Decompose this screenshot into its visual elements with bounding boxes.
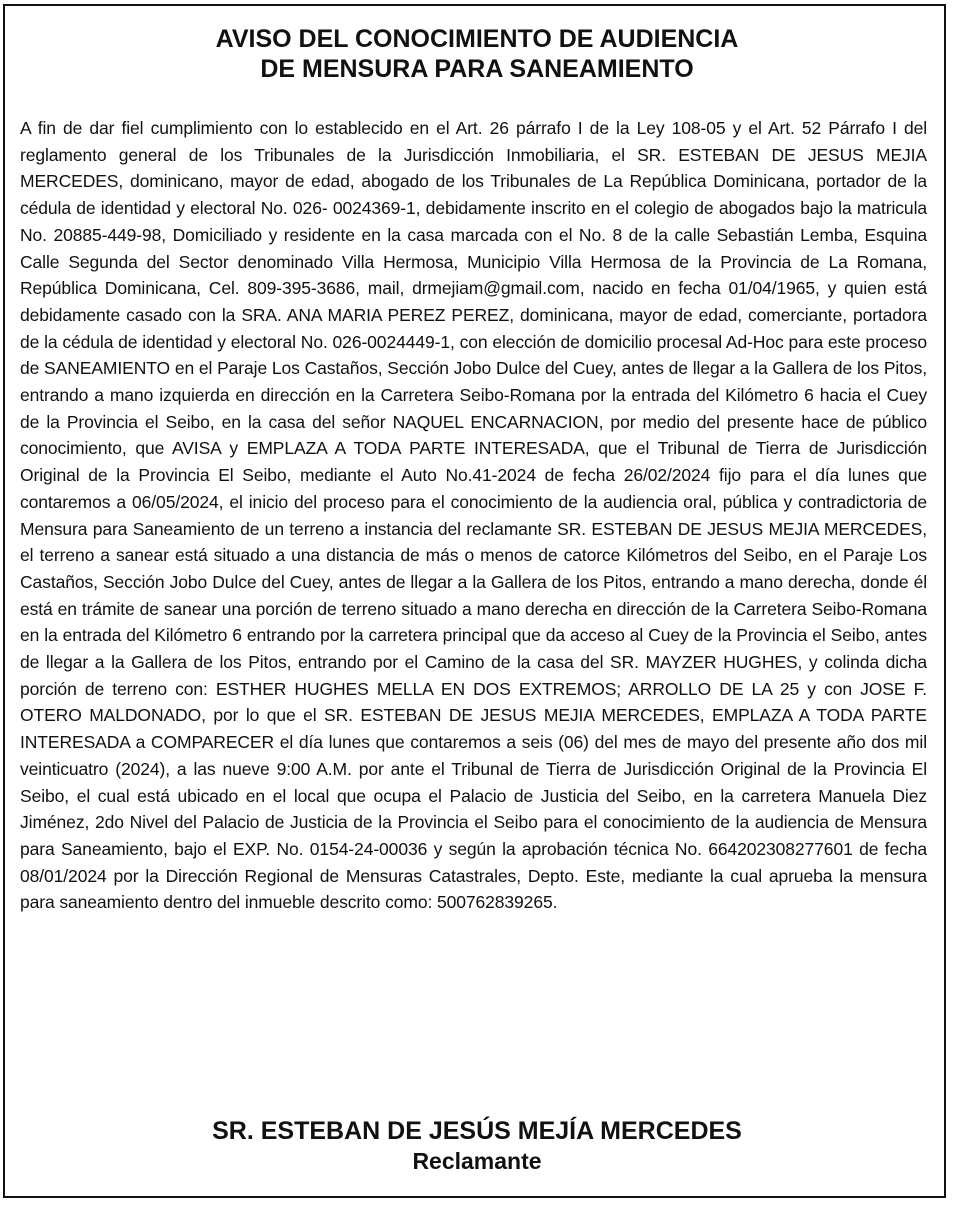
signature-role: Reclamante [412,1148,542,1174]
signature-block [0,1116,954,1176]
notice-title [0,24,954,84]
signature-name: SR. ESTEBAN DE JESÚS MEJÍA MERCEDES [212,1117,742,1145]
notice-title-line-1: AVISO DEL CONOCIMIENTO DE AUDIENCIA [215,25,739,53]
notice-body-paragraph: A fin de dar fiel cumplimiento con lo establecido en el Art. 26 párrafo I de la Ley 108-05 y el Art. 52 Párrafo I del reglamento general de los Tribunales de la Jurisdicción Inmobiliaria, el SR. ESTEBAN DE JESUS MEJIA MERCEDES, dominicano, mayor de edad, abogado de los Tribunales de La República Dominicana, portador de la cédula de identidad y electoral No. 026- 0024369-1, debidamente inscrito en el colegio de abogados bajo la matricula No. 20885-449-98, Domiciliado y residente en la casa marcada con el No. 8 de la calle Sebastián Lemba, Esquina Calle Segunda del Sector denominado Villa Hermosa, Municipio Villa Hermosa de la Provincia de La Romana, República Dominicana, Cel. 809-395-3686, mail, drmejiam@gmail.com, nacido en fecha 01/04/1965, y quien está debidamente casado con la SRA. ANA MARIA PEREZ PEREZ, dominicana, mayor de edad, comerciante, portadora de la cédula de identidad y electoral No. 026-0024449-1, con elección de domicilio procesal Ad-Hoc para este proceso de SANEAMIENTO en el Paraje Los Castaños, Sección Jobo Dulce del Cuey, antes de llegar a la Gallera de los Pitos, entrando a mano izquierda en dirección en la Carretera Seibo-Romana por la entrada del Kilómetro 6 hacia el Cuey de la Provincia el Seibo, en la casa del señor NAQUEL ENCARNACION, por medio del presente hace de público conocimiento, que AVISA y EMPLAZA A TODA PARTE INTERESADA, que el Tribunal de Tierra de Jurisdicción Original de la Provincia El Seibo, mediante el Auto No.41-2024 de fecha 26/02/2024 fijo para el día lunes que contaremos a 06/05/2024, el inicio del proceso para el conocimiento de la audiencia oral, pública y contradictoria de Mensura para Saneamiento de un terreno a instancia del reclamante SR. ESTEBAN DE JESUS MEJIA MERCEDES, el terreno a sanear está situado a una distancia de más o menos de catorce Kilómetros del Seibo, en el Paraje Los Castaños, Sección Jobo Dulce del Cuey, antes de llegar a la Gallera de los Pitos, entrando a mano derecha, donde él está en trámite de sanear una porción de terreno situado a mano derecha en dirección de la Carretera Seibo-Romana en la entrada del Kilómetro 6 entrando por la carretera principal que da acceso al Cuey de la Provincia el Seibo, antes de llegar a la Gallera de los Pitos, entrando por el Camino de la casa del SR. MAYZER HUGHES, y colinda dicha porción de terreno con: ESTHER HUGHES MELLA EN DOS EXTREMOS; ARROLLO DE LA 25 y con JOSE F. OTERO MALDONADO, por lo que el SR. ESTEBAN DE JESUS MEJIA MERCEDES, EMPLAZA A TODA PARTE INTERESADA a COMPARECER el día lunes que contaremos a seis (06) del mes de mayo del presente año dos mil veinticuatro (2024), a las nueve 9:00 A.M. por ante el Tribunal de Tierra de Jurisdicción Original de la Provincia El Seibo, el cual está ubicado en el local que ocupa el Palacio de Justicia del Seibo, en la carretera Manuela Diez Jiménez, 2do Nivel del Palacio de Justicia de la Provincia el Seibo para el conocimiento de la audiencia de Mensura para Saneamiento, bajo el EXP. No. 0154-24-00036 y según la aprobación técnica No. 664202308277601 de fecha 08/01/2024 por la Dirección Regional de Mensuras Catastrales, Depto. Este, mediante la cual aprueba la mensura para saneamiento dentro del inmueble descrito como: 500762839265. [20,118,927,913]
notice-title-line-2: DE MENSURA PARA SANEAMIENTO [260,55,694,83]
